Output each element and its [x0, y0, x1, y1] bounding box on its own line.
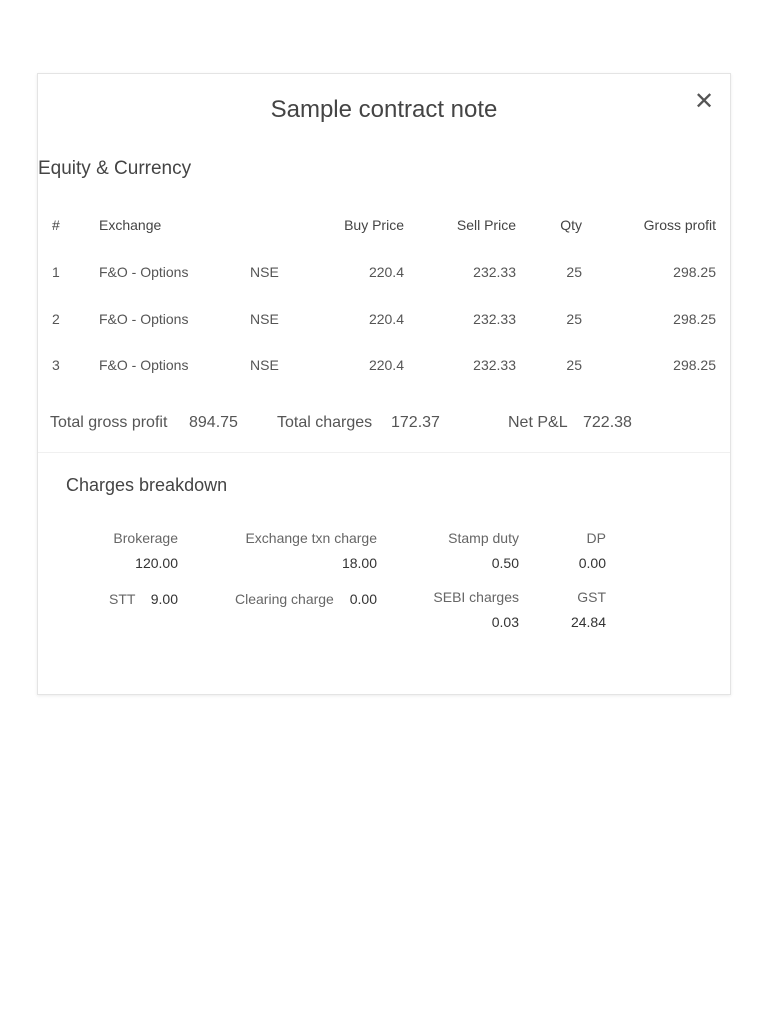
table-row-1-buy-price: 220.4 [368, 264, 404, 280]
col-header-exchange: Exchange [99, 217, 162, 233]
table-row-2-buy-price: 220.4 [368, 311, 404, 327]
table-row-3-sell-price: 232.33 [473, 357, 516, 373]
stamp-duty-value: 0.50 [491, 555, 519, 571]
dp-value: 0.00 [578, 555, 606, 571]
contract-note-modal [37, 73, 731, 695]
clearing-charge-label: Clearing charge [235, 591, 334, 607]
table-row-2-segment: F&O - Options [99, 311, 189, 327]
table-row-1-index: 1 [52, 264, 60, 280]
table-row-1-sell-price: 232.33 [473, 264, 516, 280]
col-header-qty: Qty [560, 217, 582, 233]
table-row-3-index: 3 [52, 357, 60, 373]
charges-breakdown-title: Charges breakdown [66, 475, 228, 495]
clearing-charge-value: 0.00 [349, 591, 377, 607]
table-row-1-segment: F&O - Options [99, 264, 189, 280]
table-row-1-gross-profit: 298.25 [673, 264, 716, 280]
table-row-3-gross-profit: 298.25 [673, 357, 716, 373]
table-row-2-sell-price: 232.33 [473, 311, 516, 327]
col-header-sell-price: Sell Price [456, 217, 516, 233]
table-row-2-gross-profit: 298.25 [673, 311, 716, 327]
total-gross-profit-label: Total gross profit [50, 414, 168, 431]
exchange-txn-charge-label: Exchange txn charge [245, 530, 377, 546]
modal-title: Sample contract note [270, 96, 498, 123]
stt-label: STT [109, 591, 136, 607]
section-title: Equity & Currency [38, 158, 192, 179]
total-charges-label: Total charges [277, 414, 373, 431]
exchange-txn-charge-value: 18.00 [341, 555, 377, 571]
table-row-2-qty: 25 [566, 311, 582, 327]
table-row-2-exchange: NSE [250, 311, 279, 327]
table-row-1-qty: 25 [566, 264, 582, 280]
stamp-duty-label: Stamp duty [448, 530, 519, 546]
stt-value: 9.00 [150, 591, 178, 607]
total-gross-profit-value: 894.75 [189, 414, 238, 431]
table-row-2-index: 2 [52, 311, 60, 327]
col-header-gross-profit: Gross profit [643, 217, 716, 233]
close-icon[interactable]: ✕ [694, 88, 715, 115]
col-header-index: # [52, 217, 60, 233]
total-charges-value: 172.37 [391, 414, 440, 431]
sebi-charges-label: SEBI charges [433, 589, 519, 605]
divider [38, 452, 730, 453]
brokerage-value: 120.00 [135, 555, 178, 571]
sebi-charges-value: 0.03 [491, 614, 519, 630]
net-pnl-label: Net P&L [508, 414, 568, 431]
net-pnl-value: 722.38 [583, 414, 632, 431]
table-row-3-buy-price: 220.4 [368, 357, 404, 373]
table-row-3-segment: F&O - Options [99, 357, 189, 373]
brokerage-label: Brokerage [113, 530, 178, 546]
col-header-buy-price: Buy Price [344, 217, 404, 233]
gst-value: 24.84 [570, 614, 606, 630]
gst-label: GST [577, 589, 606, 605]
dp-label: DP [586, 530, 606, 546]
table-row-1-exchange: NSE [250, 264, 279, 280]
table-row-3-qty: 25 [566, 357, 582, 373]
table-row-3-exchange: NSE [250, 357, 279, 373]
